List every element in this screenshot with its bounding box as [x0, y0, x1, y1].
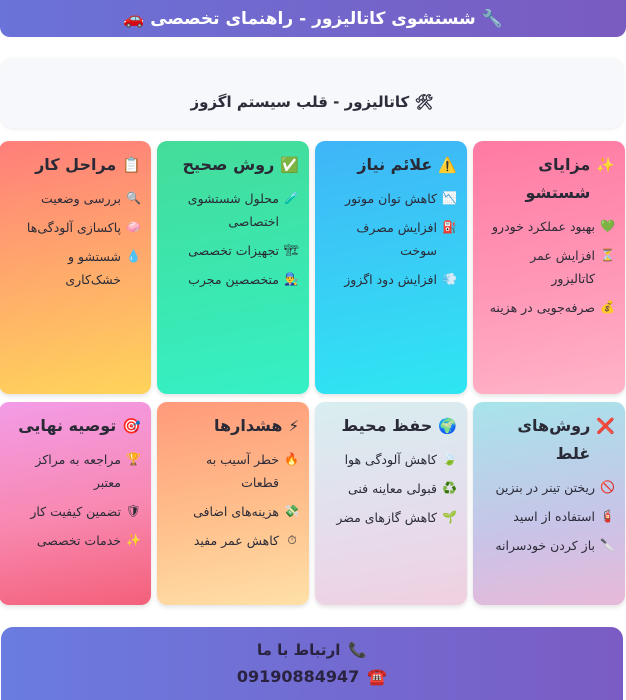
list-item-text: شستشو و خشک‌کاری	[65, 249, 121, 287]
card-heading	[325, 412, 457, 440]
money-bag-icon: 💰	[600, 300, 615, 314]
list-item-text: صرفه‌جویی در هزینه	[489, 300, 595, 315]
list-item	[325, 448, 457, 471]
list-item-text: ریختن تینر در بنزین	[495, 480, 595, 495]
card-heading	[325, 151, 457, 179]
list-item-text: بررسی وضعیت	[40, 191, 121, 206]
equipment-icon: 🏗	[283, 243, 299, 257]
list-item	[9, 187, 141, 210]
card-correct-method	[157, 141, 309, 394]
list-item	[167, 529, 299, 552]
contact-footer	[1, 627, 623, 700]
list-item	[9, 245, 141, 291]
card-final-advice	[0, 402, 151, 605]
fire-icon: 🔥	[284, 452, 299, 466]
chart-down-icon: 📉	[442, 191, 457, 205]
list-item	[9, 216, 141, 239]
list-item	[9, 448, 141, 494]
list-item-text: بهبود عملکرد خودرو	[492, 219, 595, 234]
card-title: روش صحیح	[182, 155, 275, 174]
list-item	[483, 476, 615, 499]
list-item	[9, 500, 141, 523]
smoke-icon: 💨	[442, 272, 457, 286]
list-item	[325, 506, 457, 529]
phone-link[interactable]	[237, 667, 387, 686]
list-item	[483, 505, 615, 528]
list-item	[9, 529, 141, 552]
info-card-grid	[1, 141, 625, 605]
prohibited-icon: 🚫	[600, 480, 615, 494]
list-item-text: قبولی معاینه فنی	[347, 481, 437, 496]
list-item-text: پاکسازی آلودگی‌ها	[26, 220, 121, 235]
card-heading	[9, 412, 141, 440]
contact-title: ارتباط با ما	[256, 641, 341, 659]
list-item	[483, 296, 615, 319]
card-wrong-methods	[473, 402, 625, 605]
leaf-icon: 🍃	[442, 452, 457, 466]
tools-icon: 🛠	[414, 93, 434, 111]
list-item	[167, 268, 299, 291]
list-item-text: هزینه‌های اضافی	[193, 504, 279, 519]
list-item-text: باز کردن خودسرانه	[495, 538, 595, 553]
hero-title: کاتالیزور - قلب سیستم اگزوز	[190, 93, 410, 111]
card-heading	[167, 412, 299, 440]
list-item-text: کاهش توان موتور	[345, 191, 437, 206]
sparkles-icon: ✨	[126, 533, 141, 547]
card-environment	[315, 402, 467, 605]
magnifier-icon: 🔍	[126, 191, 141, 205]
stopwatch-icon: ⏱	[287, 533, 297, 547]
warning-icon: ⚠️	[438, 156, 457, 174]
list-item-text: کاهش عمر مفید	[193, 533, 279, 548]
knife-icon: 🔪	[600, 538, 615, 552]
cross-mark-icon: ❌	[596, 417, 615, 435]
car-icon: 🚗	[123, 8, 145, 29]
list-item-text: متخصصین مجرب	[188, 272, 279, 287]
hero-banner	[1, 58, 623, 128]
list-item	[325, 187, 457, 210]
page-title: شستشوی کاتالیزور - راهنمای تخصصی	[150, 8, 476, 29]
list-item-text: خدمات تخصصی	[36, 533, 121, 548]
card-benefits	[473, 141, 625, 394]
fuel-pump-icon: ⛽	[442, 220, 457, 234]
card-title: مراحل کار	[35, 155, 117, 174]
list-item-text: خطر آسیب به قطعات	[206, 452, 279, 490]
list-item-text: افزایش مصرف سوخت	[356, 220, 437, 258]
droplet-icon: 💧	[126, 249, 141, 263]
list-item-text: افزایش دود اگزوز	[344, 272, 437, 287]
telephone-receiver-icon: 📞	[348, 641, 368, 659]
hourglass-icon: ⏳	[600, 248, 615, 262]
card-symptoms	[315, 141, 467, 394]
card-warnings	[157, 402, 309, 605]
contact-heading	[257, 641, 367, 659]
card-title: روش‌های غلط	[517, 416, 591, 463]
card-title: هشدارها	[214, 416, 283, 435]
page-header	[0, 0, 626, 37]
phone-number[interactable]: 09190884947	[236, 667, 360, 686]
list-item-text: تجهیزات تخصصی	[188, 243, 279, 258]
green-heart-icon: 💚	[600, 219, 615, 233]
list-item	[167, 239, 299, 262]
telephone-icon: ☎️	[367, 667, 388, 686]
card-title: علائم نیاز	[357, 155, 433, 174]
list-item-text: کاهش گازهای مضر	[336, 510, 437, 525]
card-title: مزایای شستشو	[525, 155, 591, 202]
list-item	[325, 216, 457, 262]
list-item-text: محلول شستشوی اختصاصی	[187, 191, 279, 229]
trophy-icon: 🏆	[126, 452, 141, 466]
list-item-text: افزایش عمر کاتالیزور	[530, 248, 595, 286]
list-item	[483, 244, 615, 290]
target-icon: 🎯	[122, 417, 141, 435]
wrench-icon: 🔧	[481, 8, 503, 29]
recycle-icon: ♻️	[442, 481, 457, 495]
card-heading	[483, 151, 615, 207]
card-title: حفظ محیط	[341, 416, 433, 435]
list-item	[483, 215, 615, 238]
card-heading	[167, 151, 299, 179]
list-item	[325, 268, 457, 291]
seedling-icon: 🌱	[442, 510, 457, 524]
list-item-text: تضمین کیفیت کار	[30, 504, 121, 519]
sparkles-icon: ✨	[596, 156, 615, 174]
list-item-text: استفاده از اسید	[513, 509, 595, 524]
mechanic-icon: 👨‍🔧	[284, 272, 299, 286]
list-item	[483, 534, 615, 557]
clipboard-icon: 📋	[122, 156, 141, 174]
globe-icon: 🌍	[438, 417, 457, 435]
flying-money-icon: 💸	[284, 504, 299, 518]
list-item	[167, 448, 299, 494]
card-title: توصیه نهایی	[18, 416, 117, 435]
card-work-steps	[0, 141, 151, 394]
list-item	[167, 500, 299, 523]
list-item-text: کاهش آلودگی هوا	[344, 452, 437, 467]
list-item-text: مراجعه به مراکز معتبر	[35, 452, 121, 490]
shield-icon: 🛡	[125, 504, 141, 518]
list-item	[325, 477, 457, 500]
test-tube-icon: 🧪	[284, 191, 299, 205]
lightning-icon: ⚡	[288, 417, 299, 435]
acid-icon: 🧯	[600, 509, 615, 523]
soap-icon: 🧼	[126, 220, 141, 234]
card-heading	[483, 412, 615, 468]
check-mark-icon: ✅	[280, 156, 299, 174]
list-item	[167, 187, 299, 233]
card-heading	[9, 151, 141, 179]
